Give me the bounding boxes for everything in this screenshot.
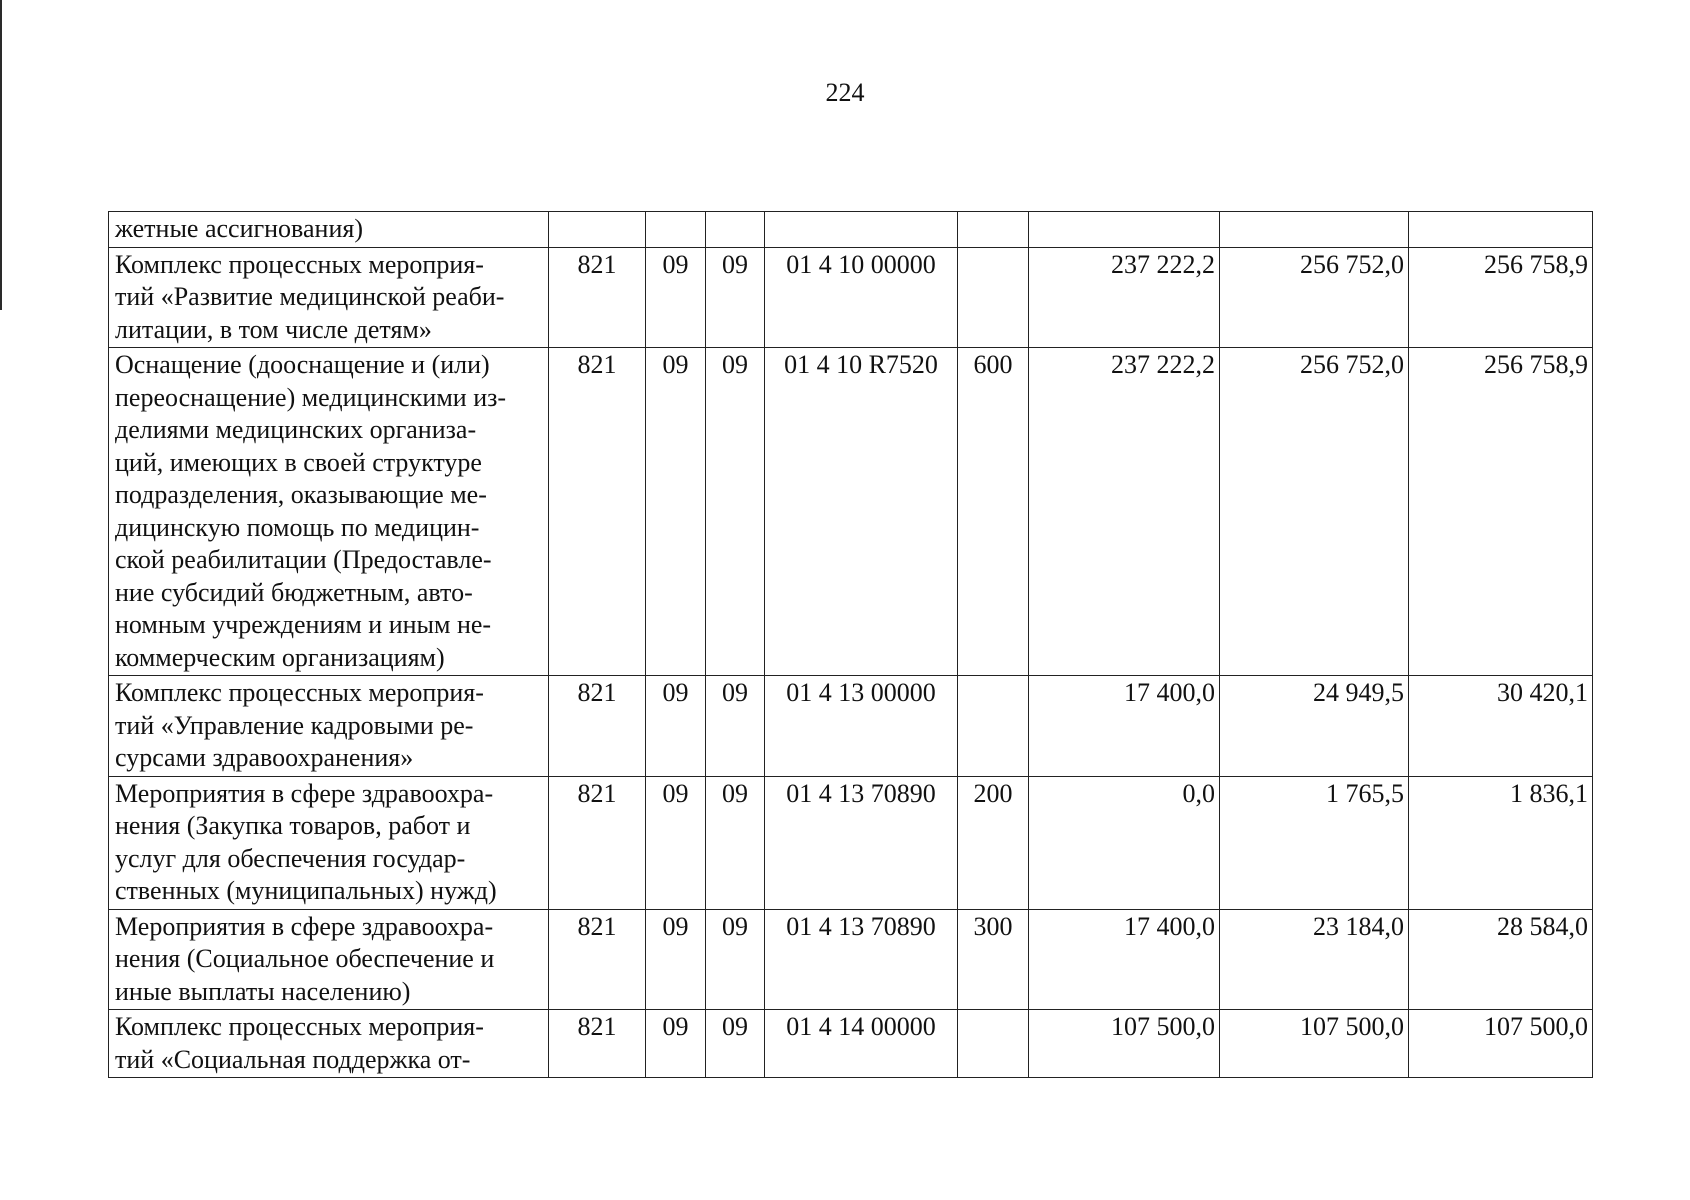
sum-year1-cell: 0,0 bbox=[1029, 776, 1220, 909]
row-name-cell: Оснащение (дооснащение и (или) переоснащение) медицинскими из- делиями медицинских организа- ций, имеющих в своей структуре подразделения, оказывающие ме- дицинскую помощь по медицин- ской реабилитации (Предоставле- ние субсидий бюджетным, авто- номным учреждениям и иным не- коммерческим организациям) bbox=[109, 348, 549, 676]
ved-code-cell: 821 bbox=[549, 247, 646, 348]
page-number: 224 bbox=[825, 78, 865, 107]
table-row bbox=[109, 1010, 1593, 1078]
sum-year2-cell: 256 752,0 bbox=[1220, 348, 1409, 676]
expense-type-cell: 300 bbox=[958, 909, 1029, 1010]
subsection-code-cell: 09 bbox=[706, 909, 765, 1010]
sum-year3-cell: 1 836,1 bbox=[1409, 776, 1593, 909]
section-code-cell: 09 bbox=[646, 676, 706, 777]
target-article-cell: 01 4 13 70890 bbox=[765, 776, 958, 909]
target-article-cell: 01 4 14 00000 bbox=[765, 1010, 958, 1078]
table-row bbox=[109, 776, 1593, 909]
subsection-code-cell: 09 bbox=[706, 776, 765, 909]
expense-type-cell: 600 bbox=[958, 348, 1029, 676]
target-article-cell bbox=[765, 212, 958, 248]
subsection-code-cell: 09 bbox=[706, 676, 765, 777]
target-article-cell: 01 4 13 70890 bbox=[765, 909, 958, 1010]
budget-table-body bbox=[109, 212, 1593, 1078]
expense-type-cell bbox=[958, 247, 1029, 348]
sum-year2-cell: 1 765,5 bbox=[1220, 776, 1409, 909]
row-name-cell: Комплекс процессных мероприя- тий «Развитие медицинской реаби- литации, в том числе детям» bbox=[109, 247, 549, 348]
row-name-cell: Мероприятия в сфере здравоохра- нения (Социальное обеспечение и иные выплаты населению) bbox=[109, 909, 549, 1010]
section-code-cell: 09 bbox=[646, 909, 706, 1010]
section-code-cell: 09 bbox=[646, 247, 706, 348]
section-code-cell: 09 bbox=[646, 348, 706, 676]
sum-year2-cell: 107 500,0 bbox=[1220, 1010, 1409, 1078]
sum-year3-cell: 28 584,0 bbox=[1409, 909, 1593, 1010]
row-name-cell: Комплекс процессных мероприя- тий «Социальная поддержка от- bbox=[109, 1010, 549, 1078]
ved-code-cell bbox=[549, 212, 646, 248]
sum-year3-cell: 107 500,0 bbox=[1409, 1010, 1593, 1078]
table-row bbox=[109, 212, 1593, 248]
ved-code-cell: 821 bbox=[549, 676, 646, 777]
sum-year1-cell: 237 222,2 bbox=[1029, 348, 1220, 676]
expense-type-cell bbox=[958, 212, 1029, 248]
ved-code-cell: 821 bbox=[549, 909, 646, 1010]
sum-year3-cell bbox=[1409, 212, 1593, 248]
budget-table bbox=[108, 211, 1593, 1078]
subsection-code-cell: 09 bbox=[706, 247, 765, 348]
sum-year2-cell: 24 949,5 bbox=[1220, 676, 1409, 777]
table-row bbox=[109, 676, 1593, 777]
row-name-cell: Комплекс процессных мероприя- тий «Управление кадровыми ре- сурсами здравоохранения» bbox=[109, 676, 549, 777]
sum-year1-cell: 107 500,0 bbox=[1029, 1010, 1220, 1078]
sum-year1-cell: 17 400,0 bbox=[1029, 676, 1220, 777]
target-article-cell: 01 4 13 00000 bbox=[765, 676, 958, 777]
ved-code-cell: 821 bbox=[549, 776, 646, 909]
expense-type-cell bbox=[958, 676, 1029, 777]
section-code-cell: 09 bbox=[646, 1010, 706, 1078]
sum-year3-cell: 256 758,9 bbox=[1409, 247, 1593, 348]
subsection-code-cell: 09 bbox=[706, 1010, 765, 1078]
sum-year1-cell: 17 400,0 bbox=[1029, 909, 1220, 1010]
sum-year2-cell bbox=[1220, 212, 1409, 248]
sum-year1-cell bbox=[1029, 212, 1220, 248]
sum-year1-cell: 237 222,2 bbox=[1029, 247, 1220, 348]
table-row bbox=[109, 909, 1593, 1010]
row-name-cell: жетные ассигнования) bbox=[109, 212, 549, 248]
expense-type-cell bbox=[958, 1010, 1029, 1078]
table-row bbox=[109, 348, 1593, 676]
sum-year3-cell: 30 420,1 bbox=[1409, 676, 1593, 777]
ved-code-cell: 821 bbox=[549, 348, 646, 676]
subsection-code-cell: 09 bbox=[706, 348, 765, 676]
row-name-cell: Мероприятия в сфере здравоохра- нения (Закупка товаров, работ и услуг для обеспечения государ- ственных (муниципальных) нужд) bbox=[109, 776, 549, 909]
scan-edge-line bbox=[0, 0, 2, 310]
section-code-cell bbox=[646, 212, 706, 248]
ved-code-cell: 821 bbox=[549, 1010, 646, 1078]
target-article-cell: 01 4 10 00000 bbox=[765, 247, 958, 348]
subsection-code-cell bbox=[706, 212, 765, 248]
sum-year2-cell: 23 184,0 bbox=[1220, 909, 1409, 1010]
expense-type-cell: 200 bbox=[958, 776, 1029, 909]
sum-year2-cell: 256 752,0 bbox=[1220, 247, 1409, 348]
sum-year3-cell: 256 758,9 bbox=[1409, 348, 1593, 676]
section-code-cell: 09 bbox=[646, 776, 706, 909]
table-row bbox=[109, 247, 1593, 348]
target-article-cell: 01 4 10 R7520 bbox=[765, 348, 958, 676]
